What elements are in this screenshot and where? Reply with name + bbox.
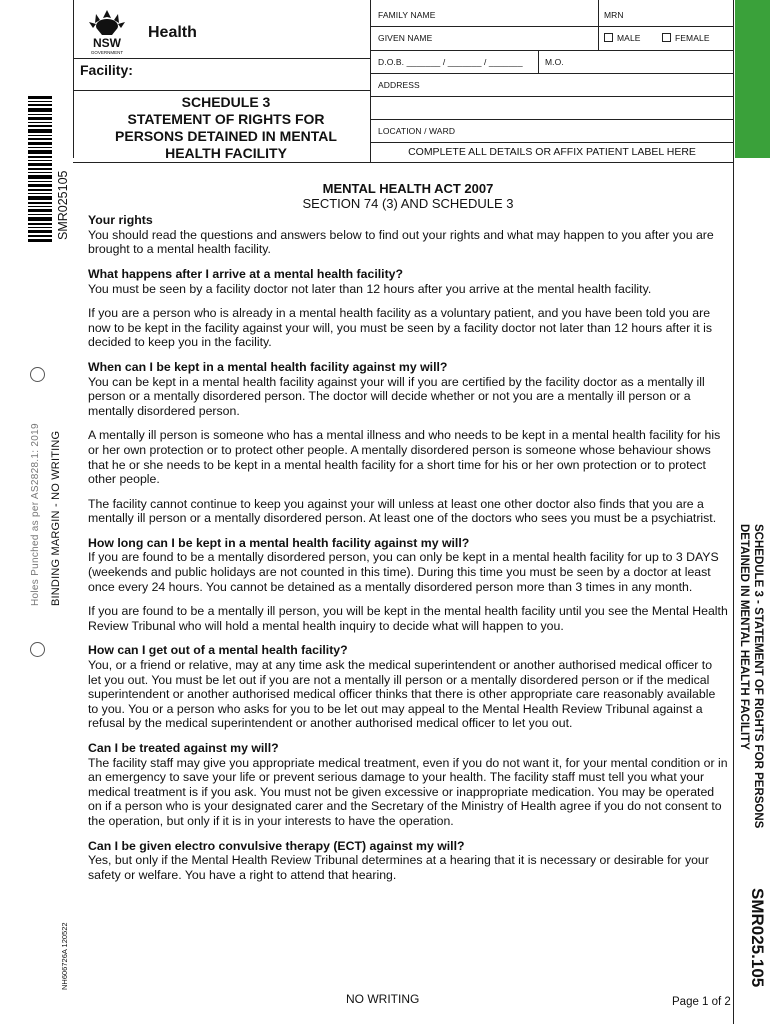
section-heading: Your rights [88, 213, 153, 228]
right-form-code: SMR025.105 [748, 888, 767, 988]
header-rule [73, 58, 370, 59]
male-checkbox[interactable] [604, 33, 641, 43]
header-divider [598, 0, 599, 50]
header-rule [370, 96, 733, 97]
schedule-title-line: PERSONS DETAINED IN MENTAL [115, 128, 337, 144]
schedule-title [84, 94, 368, 162]
binding-margin-label: BINDING MARGIN - NO WRITING [50, 430, 62, 606]
male-label: MALE [617, 33, 641, 43]
section-paragraph: The facility staff may give you appropriate medical treatment, even if you do not want it, for your mental condition or in an emergency to save your life or prevent serious damage to your health. The facility staff must tell you what your medical treatment is if you ask. You must not be given excessive or inappropriate medication. You may be operated on if a person who is your designated carer and the Secretary of the Ministry of Health agree if you do not consent to the operation, but only if it is in your interests to have the operation. [88, 755, 728, 828]
nsw-waratah-logo-icon [82, 8, 132, 56]
header-divider [370, 0, 371, 163]
schedule-title-line: STATEMENT OF RIGHTS FOR [127, 111, 325, 127]
page-number: Page 1 of 2 [672, 996, 731, 1008]
header-rule [370, 26, 733, 27]
document-body [88, 182, 728, 892]
checkbox-icon [604, 33, 613, 42]
header-rule [73, 90, 370, 91]
header-divider [538, 50, 539, 73]
checkbox-icon [662, 33, 671, 42]
header-rule [370, 142, 733, 143]
header-rule [370, 50, 733, 51]
section-paragraph: You can be kept in a mental health facility against your will if you are certified by the facility doctor as a mentally ill person or a mentally disordered person. The doctor will decide whether or not you are a mentally ill person or a mentally disordered person. [88, 374, 705, 418]
given-name-field[interactable]: GIVEN NAME [378, 33, 433, 43]
form-code: NH606726A 120522 [60, 922, 69, 990]
section-paragraph: If you are a person who is already in a mental health facility as a voluntary patient, and you have been told you are now to be kept in the facility against your will, you must be seen by a facility doctor not later than 12 hours after it is decided to keep you in the facility. [88, 306, 713, 350]
mo-field[interactable]: M.O. [545, 57, 564, 67]
dob-field[interactable]: D.O.B. _______ / _______ / _______ [378, 57, 523, 67]
header-rule [370, 73, 733, 74]
section-paragraph: If you are found to be a mentally disordered person, you can only be kept in a mental health facility for up to 3 DAYS (weekends and public holidays are not counted in this time). During this time you must be seen by a doctor at least once every 24 hours. You cannot be detained as a mentally disordered person more than 3 times in any month. [88, 550, 719, 594]
green-accent-strip [735, 0, 770, 158]
section-paragraph: You must be seen by a facility doctor not later than 12 hours after you arrive at the mental health facility. [88, 281, 652, 296]
logo-subtext: GOVERNMENT [90, 50, 124, 55]
section-heading: Can I be treated against my will? [88, 741, 279, 755]
section-heading: Can I be given electro convulsive therapy (ECT) against my will? [88, 838, 465, 853]
section-paragraph: If you are found to be a mentally ill person, you will be kept in the mental health facility until you see the Mental Health Review Tribunal who will hold a mental health inquiry to decide what will happen to you. [88, 604, 728, 633]
header-left-rule [73, 0, 74, 158]
right-margin-rule [733, 0, 734, 1024]
facility-label: Facility: [80, 62, 133, 78]
holes-punched-note: Holes Punched as per AS2828.1: 2019 [30, 423, 41, 606]
right-title-line-2: DETAINED IN MENTAL HEALTH FACILITY [738, 524, 750, 750]
logo-text: NSW [93, 36, 121, 50]
barcode-code: SMR025105 [56, 170, 70, 240]
org-name: Health [148, 24, 197, 41]
punch-hole [30, 642, 45, 657]
section-heading: How can I get out of a mental health facility? [88, 643, 348, 658]
act-subtitle: SECTION 74 (3) AND SCHEDULE 3 [302, 195, 514, 211]
section-treated [88, 741, 728, 829]
schedule-title-line: SCHEDULE 3 [181, 94, 271, 110]
footer-no-writing: NO WRITING [346, 992, 420, 1006]
location-ward-field[interactable]: LOCATION / WARD [378, 126, 456, 136]
act-title: MENTAL HEALTH ACT 2007 [322, 181, 494, 196]
section-paragraph: You should read the questions and answers below to find out your rights and what may happen to you after you are brought to a mental health facility. [88, 227, 714, 257]
right-title-line-1: SCHEDULE 3 - STATEMENT OF RIGHTS FOR PERSONS [752, 524, 764, 829]
mrn-field[interactable]: MRN [604, 10, 624, 20]
section-heading: When can I be kept in a mental health facility against my will? [88, 359, 448, 374]
section-paragraph: Yes, but only if the Mental Health Review Tribunal determines at a hearing that it is necessary or desirable for your safety or welfare. You have a right to attend that hearing. [88, 853, 709, 882]
address-field[interactable]: ADDRESS [378, 80, 420, 90]
section-your-rights [88, 213, 728, 257]
complete-details-note: COMPLETE ALL DETAILS OR AFFIX PATIENT LABEL HERE [408, 146, 696, 158]
section-arrival [88, 267, 728, 350]
section-heading: What happens after I arrive at a mental health facility? [88, 266, 404, 281]
schedule-title-line: HEALTH FACILITY [165, 145, 287, 161]
section-paragraph: You, or a friend or relative, may at any time ask the medical superintendent or another authorised medical officer to let you out. You must be let out if you are not a mentally ill person or a mentally disordered person or if the medical superintendent or another authorised medical officer thinks that there is other appropriate care reasonably available to you. You or a person who asks for you to be let out may appeal to the Mental Health Review Tribunal against a refusal by the medical superintendent or another authorised medical officer to let you out. [88, 658, 716, 731]
section-get-out [88, 643, 728, 731]
section-how-long [88, 536, 728, 634]
female-checkbox[interactable] [662, 33, 710, 43]
header-bottom-rule [73, 162, 733, 163]
section-paragraph: A mentally ill person is someone who has a mental illness and who needs to be kept in a mental health facility for his or her own protection or to protect other people. A mentally disordered person is someone whose behaviour shows that he or she needs to be kept in a mental health facility for a short time for his or her own protection or to protect other people. [88, 428, 721, 487]
section-ect [88, 839, 728, 883]
section-heading: How long can I be kept in a mental health facility against my will? [88, 535, 470, 550]
header-rule [370, 119, 733, 120]
barcode-icon [28, 96, 52, 242]
female-label: FEMALE [675, 33, 710, 43]
section-kept-against-will [88, 360, 728, 526]
family-name-field[interactable]: FAMILY NAME [378, 10, 436, 20]
punch-hole [30, 367, 45, 382]
section-paragraph: The facility cannot continue to keep you against your will unless at least one other doctor also finds that you are a mentally ill person or a mentally disordered person. At least one of the doctors who sees you must be a psychiatrist. [88, 496, 717, 526]
